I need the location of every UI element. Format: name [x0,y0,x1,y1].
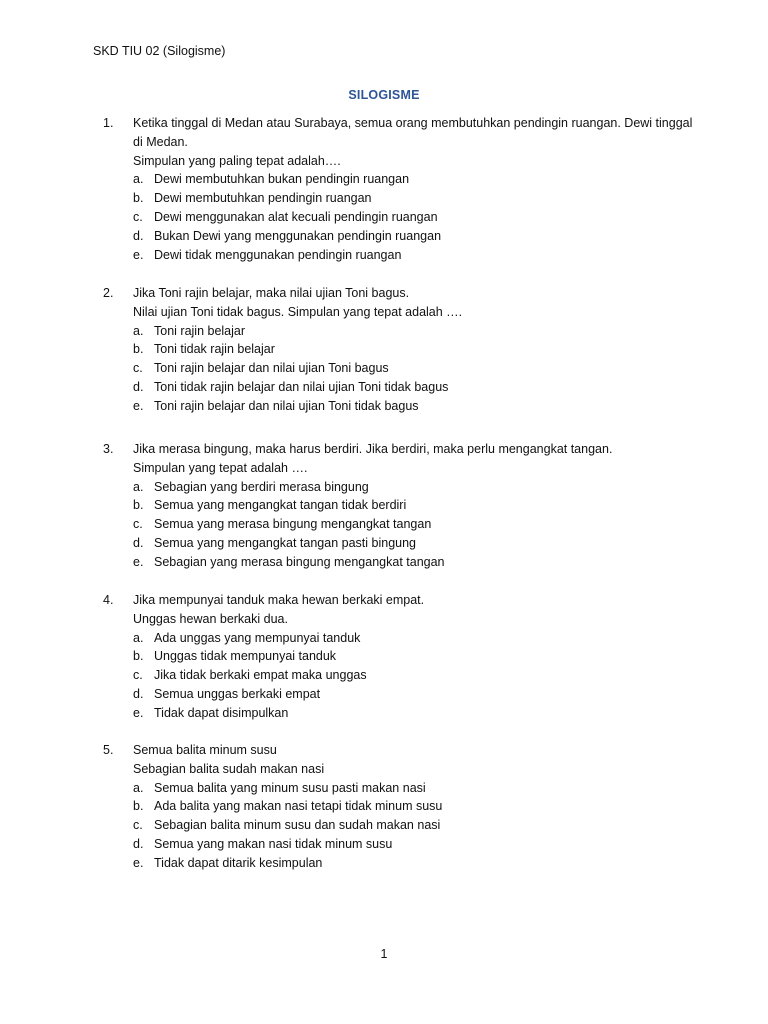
option-letter: d. [133,535,144,550]
option-letter: c. [133,209,143,224]
answer-option-e [133,854,723,873]
answer-option-d [133,534,723,553]
option-text: Dewi membutuhkan bukan pendingin ruangan [154,172,410,187]
question-text-line: Jika Toni rajin belajar, maka nilai ujian Toni bagus. [133,286,410,300]
answer-option-e [133,397,723,416]
option-text: Bukan Dewi yang menggunakan pendingin ruangan [154,228,442,243]
answer-option-e [133,704,723,723]
option-text: Toni rajin belajar [154,323,246,338]
option-text: Dewi membutuhkan pendingin ruangan [154,191,372,206]
answer-option-b [133,189,723,208]
answer-option-c [133,208,723,227]
question-number: 2. [103,286,114,300]
answer-option-c [133,816,723,835]
option-text: Toni tidak rajin belajar dan nilai ujian Toni tidak bagus [154,379,449,394]
option-letter: b. [133,498,144,513]
option-text: Toni rajin belajar dan nilai ujian Toni bagus [154,361,389,376]
option-letter: d. [133,686,144,701]
option-letter: b. [133,649,144,664]
option-text: Tidak dapat ditarik kesimpulan [154,855,323,870]
answer-option-b [133,647,723,666]
question-number: 5. [103,743,114,757]
question-text-line: Jika mempunyai tanduk maka hewan berkaki empat. [133,593,425,607]
question-text-line: Jika merasa bingung, maka harus berdiri. Jika berdiri, maka perlu mengangkat tangan. [133,442,613,456]
option-letter: c. [133,361,143,376]
question-text-line: di Medan. [133,134,188,149]
question-text-line: Semua balita minum susu [133,743,277,757]
option-letter: a. [133,323,144,338]
option-text: Toni rajin belajar dan nilai ujian Toni tidak bagus [154,398,419,413]
option-letter: e. [133,247,144,262]
answer-option-e [133,246,723,265]
answer-option-a [133,629,723,648]
question-body [133,741,723,873]
answer-option-a [133,322,723,341]
question-number: 4. [103,593,114,607]
option-text: Dewi tidak menggunakan pendingin ruangan [154,247,402,262]
question-text-line: Sebagian balita sudah makan nasi [133,761,325,776]
question-body [133,284,723,416]
option-letter: c. [133,668,143,683]
question-number: 1. [103,116,114,130]
option-text: Unggas tidak mempunyai tanduk [154,649,337,664]
option-letter: a. [133,780,144,795]
answer-options [133,478,723,572]
answer-option-a [133,779,723,798]
option-letter: e. [133,554,144,569]
answer-option-a [133,478,723,497]
answer-option-b [133,340,723,359]
option-letter: c. [133,818,143,833]
option-letter: e. [133,705,144,720]
question-body [133,114,723,264]
page-number: 1 [380,947,388,961]
answer-option-a [133,170,723,189]
answer-option-d [133,378,723,397]
option-text: Semua balita yang minum susu pasti makan nasi [154,780,426,795]
option-text: Toni tidak rajin belajar [154,342,275,357]
option-letter: a. [133,479,144,494]
answer-option-b [133,797,723,816]
question-2 [103,284,723,416]
answer-options [133,629,723,723]
question-text-line: Nilai ujian Toni tidak bagus. Simpulan yang tepat adalah …. [133,304,463,319]
option-text: Ada unggas yang mempunyai tanduk [154,630,361,645]
option-letter: a. [133,630,144,645]
option-text: Ada balita yang makan nasi tetapi tidak minum susu [154,799,443,814]
option-text: Semua unggas berkaki empat [154,686,321,701]
option-text: Sebagian yang merasa bingung mengangkat tangan [154,554,445,569]
option-letter: e. [133,398,144,413]
option-text: Tidak dapat disimpulkan [154,705,289,720]
question-1 [103,114,723,264]
answer-options [133,170,723,264]
question-4 [103,591,723,723]
option-text: Semua yang mengangkat tangan tidak berdiri [154,498,407,513]
option-letter: b. [133,342,144,357]
question-text-line: Ketika tinggal di Medan atau Surabaya, semua orang membutuhkan pendingin ruangan. Dewi tinggal [133,116,693,130]
option-text: Dewi menggunakan alat kecuali pendingin ruangan [154,209,438,224]
answer-option-e [133,553,723,572]
option-letter: e. [133,855,144,870]
page-header: SKD TIU 02 (Silogisme) [93,44,226,58]
document-title: SILOGISME [348,88,420,102]
question-5 [103,741,723,873]
option-text: Jika tidak berkaki empat maka unggas [154,668,367,683]
answer-options [133,779,723,873]
answer-option-b [133,496,723,515]
answer-option-c [133,359,723,378]
option-letter: d. [133,228,144,243]
question-number: 3. [103,442,114,456]
option-letter: d. [133,379,144,394]
option-text: Sebagian balita minum susu dan sudah makan nasi [154,818,441,833]
question-body [133,591,723,723]
option-letter: d. [133,836,144,851]
question-3 [103,440,723,572]
question-text-line: Simpulan yang paling tepat adalah…. [133,153,341,168]
question-body [133,440,723,572]
option-text: Semua yang mengangkat tangan pasti bingung [154,535,416,550]
answer-option-d [133,227,723,246]
answer-option-c [133,666,723,685]
option-letter: c. [133,517,143,532]
option-text: Semua yang merasa bingung mengangkat tangan [154,517,432,532]
answer-options [133,322,723,416]
option-letter: b. [133,799,144,814]
option-letter: a. [133,172,144,187]
answer-option-c [133,515,723,534]
option-text: Sebagian yang berdiri merasa bingung [154,479,369,494]
answer-option-d [133,685,723,704]
option-letter: b. [133,191,144,206]
answer-option-d [133,835,723,854]
question-text-line: Simpulan yang tepat adalah …. [133,460,308,475]
option-text: Semua yang makan nasi tidak minum susu [154,836,393,851]
question-text-line: Unggas hewan berkaki dua. [133,611,288,626]
